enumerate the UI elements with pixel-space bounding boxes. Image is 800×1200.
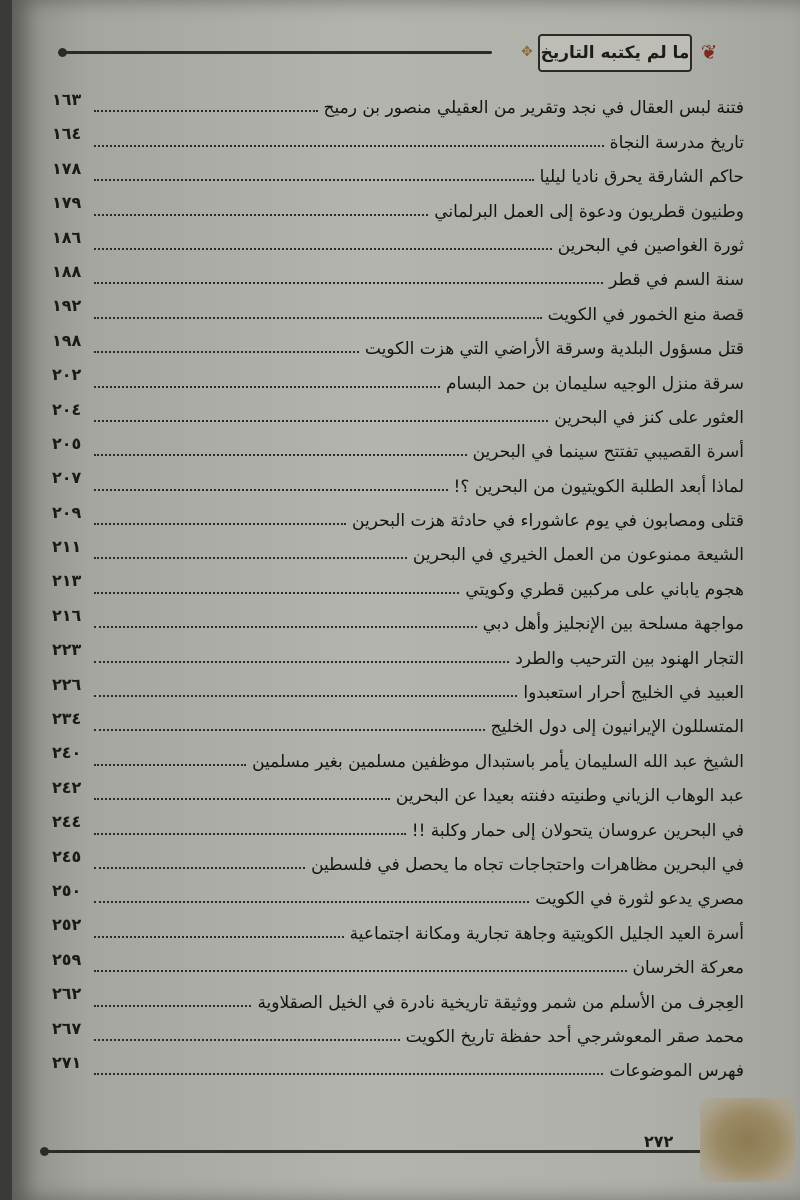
toc-entry xyxy=(52,810,744,844)
toc-entry xyxy=(52,432,744,466)
toc-entry xyxy=(52,88,744,122)
toc-dot-leader xyxy=(94,214,428,216)
toc-entry-page: ١٦٤ xyxy=(52,124,82,144)
toc-entry-title: هجوم ياباني على مركبين قطري وكويتي xyxy=(465,579,744,600)
toc-entry-page: ٢٢٦ xyxy=(52,674,82,694)
toc-entry-title: فتنة لبس العقال في نجد وتقرير من العقيلي منصور بن رميح xyxy=(323,98,744,119)
toc-entry-title: مواجهة مسلحة بين الإنجليز وأهل دبي xyxy=(482,614,744,635)
toc-dot-leader xyxy=(94,1039,400,1041)
toc-entry-title: وطنيون قطريون ودعوة إلى العمل البرلماني xyxy=(434,201,744,222)
toc-dot-leader xyxy=(94,1005,251,1007)
toc-entry-title: أسرة القصيبي تفتتح سينما في البحرين xyxy=(472,442,744,463)
toc-entry-title: محمد صقر المعوشرجي أحد حفظة تاريخ الكويت xyxy=(405,1026,744,1047)
toc-entry-title: ثورة الغواصين في البحرين xyxy=(557,235,744,256)
toc-entry-title: قتل مسؤول البلدية وسرقة الأراضي التي هزت الكويت xyxy=(364,339,744,360)
toc-dot-leader xyxy=(94,764,246,766)
toc-dot-leader xyxy=(94,110,318,112)
toc-dot-leader xyxy=(94,592,459,594)
toc-entry-title: قصة منع الخمور في الكويت xyxy=(547,304,744,325)
toc-entry-page: ٢٥٠ xyxy=(52,880,82,900)
toc-entry-title: معركة الخرسان xyxy=(632,958,744,979)
toc-dot-leader xyxy=(94,936,344,938)
toc-entry-page: ٢٠٩ xyxy=(52,502,82,522)
toc-dot-leader xyxy=(94,248,552,250)
toc-dot-leader xyxy=(94,798,390,800)
toc-entry xyxy=(52,638,744,672)
toc-dot-leader xyxy=(94,1073,603,1075)
toc-entry xyxy=(52,363,744,397)
toc-entry-page: ٢٠٥ xyxy=(52,433,82,453)
toc-entry xyxy=(52,501,744,535)
toc-entry xyxy=(52,879,744,913)
toc-entry xyxy=(52,1051,744,1085)
footer-rule xyxy=(44,1150,704,1153)
paper-stain xyxy=(700,1098,796,1182)
toc-entry-page: ١٧٨ xyxy=(52,158,82,178)
toc-entry-page: ٢٤٤ xyxy=(52,812,82,832)
toc-entry xyxy=(52,157,744,191)
toc-entry-title: الشيعة ممنوعون من العمل الخيري في البحرين xyxy=(412,545,744,566)
table-of-contents xyxy=(52,88,744,1085)
toc-dot-leader xyxy=(94,523,346,525)
toc-entry xyxy=(52,741,744,775)
toc-entry-page: ٢٠٤ xyxy=(52,399,82,419)
toc-entry-title: أسرة العيد الجليل الكويتية وجاهة تجارية ومكانة اجتماعية xyxy=(349,923,744,944)
toc-entry xyxy=(52,226,744,260)
toc-entry-title: فهرس الموضوعات xyxy=(609,1061,744,1082)
toc-entry-page: ٢٤٢ xyxy=(52,777,82,797)
toc-entry xyxy=(52,673,744,707)
toc-entry-page: ١٩٢ xyxy=(52,296,82,316)
toc-entry-page: ٢٥٢ xyxy=(52,915,82,935)
toc-entry xyxy=(52,122,744,156)
toc-dot-leader xyxy=(94,695,517,697)
header-rule xyxy=(62,51,492,54)
toc-entry-title: التجار الهنود بين الترحيب والطرد xyxy=(515,648,744,669)
toc-entry xyxy=(52,535,744,569)
toc-entry-page: ٢٣٤ xyxy=(52,709,82,729)
toc-dot-leader xyxy=(94,557,407,559)
toc-dot-leader xyxy=(94,386,440,388)
toc-entry-title: العثور على كنز في البحرين xyxy=(554,407,744,428)
toc-entry xyxy=(52,466,744,500)
toc-entry-page: ٢٥٩ xyxy=(52,949,82,969)
ornament-small-icon: ✥ xyxy=(521,44,533,60)
toc-entry-title: عبد الوهاب الزياني وطنيته دفنته بعيدا عن البحرين xyxy=(395,786,744,807)
page-footer xyxy=(34,1110,734,1160)
toc-entry-title: تاريخ مدرسة النجاة xyxy=(609,132,744,153)
toc-entry-page: ٢١٣ xyxy=(52,571,82,591)
toc-dot-leader xyxy=(94,626,477,628)
toc-dot-leader xyxy=(94,729,485,731)
toc-entry xyxy=(52,776,744,810)
toc-entry-title: العبيد في الخليج أحرار استعبدوا xyxy=(523,683,744,704)
toc-entry-page: ٢٤٠ xyxy=(52,743,82,763)
toc-entry-page: ٢٦٢ xyxy=(52,984,82,1004)
toc-entry xyxy=(52,604,744,638)
toc-dot-leader xyxy=(94,282,603,284)
toc-entry xyxy=(52,398,744,432)
toc-entry xyxy=(52,260,744,294)
book-title: ما لم يكتبه التاريخ xyxy=(538,34,692,72)
ornament-icon: ❦ xyxy=(700,40,718,64)
page-number: ٢٧٢ xyxy=(644,1132,674,1151)
toc-entry-title: المتسللون الإيرانيون إلى دول الخليج xyxy=(490,717,744,738)
toc-entry-page: ٢٤٥ xyxy=(52,846,82,866)
toc-entry-page: ٢٢٣ xyxy=(52,640,82,660)
toc-entry-title: في البحرين مظاهرات واحتجاجات تجاه ما يحصل في فلسطين xyxy=(311,854,744,875)
toc-dot-leader xyxy=(94,901,529,903)
toc-entry-title: لماذا أبعد الطلبة الكويتيون من البحرين ؟! xyxy=(453,476,744,497)
toc-dot-leader xyxy=(94,179,534,181)
toc-dot-leader xyxy=(94,489,448,491)
toc-dot-leader xyxy=(94,867,305,869)
toc-entry-page: ٢٧١ xyxy=(52,1052,82,1072)
toc-entry-title: الشيخ عبد الله السليمان يأمر باستبدال موظفين مسلمين بغير مسلمين xyxy=(252,751,744,772)
toc-entry xyxy=(52,329,744,363)
toc-entry-page: ١٨٨ xyxy=(52,261,82,281)
toc-dot-leader xyxy=(94,420,548,422)
toc-entry-page: ١٦٣ xyxy=(52,90,82,109)
toc-entry-page: ٢١٦ xyxy=(52,605,82,625)
toc-entry-page: ٢١١ xyxy=(52,537,82,557)
toc-entry-title: سنة السم في قطر xyxy=(609,270,744,291)
toc-dot-leader xyxy=(94,454,467,456)
toc-entry-title: مصري يدعو لثورة في الكويت xyxy=(535,889,744,910)
toc-entry xyxy=(52,707,744,741)
toc-entry-title: حاكم الشارقة يحرق ناديا ليليا xyxy=(539,167,744,188)
toc-entry xyxy=(52,845,744,879)
toc-entry xyxy=(52,294,744,328)
toc-entry-page: ٢٦٧ xyxy=(52,1018,82,1038)
toc-entry xyxy=(52,1017,744,1051)
toc-entry-title: سرقة منزل الوجيه سليمان بن حمد البسام xyxy=(445,373,744,394)
toc-entry xyxy=(52,191,744,225)
running-header xyxy=(62,34,722,70)
toc-entry-title: العِجرف من الأسلم من شمر ووثيقة تاريخية نادرة في الخيل الصقلاوية xyxy=(257,992,744,1013)
toc-dot-leader xyxy=(94,145,604,147)
toc-dot-leader xyxy=(94,833,406,835)
toc-entry-title: قتلى ومصابون في يوم عاشوراء في حادثة هزت البحرين xyxy=(352,511,744,532)
toc-entry xyxy=(52,913,744,947)
toc-entry-page: ٢٠٢ xyxy=(52,365,82,385)
toc-entry xyxy=(52,948,744,982)
toc-entry-page: ١٧٩ xyxy=(52,193,82,213)
toc-dot-leader xyxy=(94,661,509,663)
book-page xyxy=(12,0,800,1200)
toc-entry-title: في البحرين عروسان يتحولان إلى حمار وكلبة !! xyxy=(411,820,744,841)
toc-dot-leader xyxy=(94,970,627,972)
toc-entry xyxy=(52,569,744,603)
toc-entry xyxy=(52,982,744,1016)
toc-entry-page: ٢٠٧ xyxy=(52,468,82,488)
toc-entry-page: ١٩٨ xyxy=(52,330,82,350)
toc-entry-page: ١٨٦ xyxy=(52,227,82,247)
toc-dot-leader xyxy=(94,351,359,353)
toc-dot-leader xyxy=(94,317,542,319)
